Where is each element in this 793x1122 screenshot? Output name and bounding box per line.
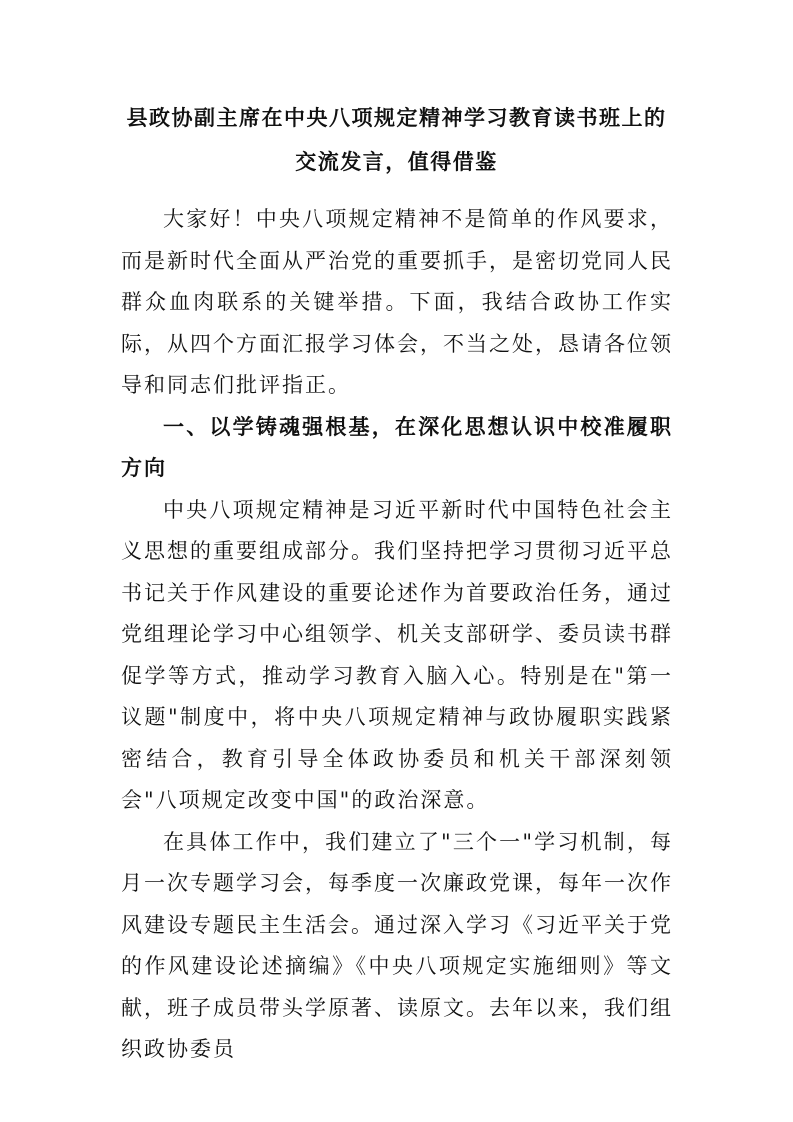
title-line-1: 县政协副主席在中央八项规定精神学习教育读书班上的 bbox=[126, 106, 667, 130]
document-title bbox=[100, 96, 693, 184]
paragraph-section-1-a: 中央八项规定精神是习近平新时代中国特色社会主义思想的重要组成部分。我们坚持把学习贯彻习近平总书记关于作风建设的重要论述作为首要政治任务，通过党组理论学习中心组领学、机关支部研学、委员读书群促学等方式，推动学习教育入脑入心。特别是在"第一议题"制度中，将中央八项规定精神与政协履职实践紧密结合，教育引导全体政协委员和机关干部深刻领会"八项规定改变中国"的政治深意。 bbox=[121, 497, 673, 812]
document-body bbox=[121, 199, 673, 1071]
paragraph-section-1-b: 在具体工作中，我们建立了"三个一"学习机制，每月一次专题学习会，每季度一次廉政党课，每年一次作风建设专题民主生活会。通过深入学习《习近平关于党的作风建设论述摘编》《中央八项规定实施细则》等文献，班子成员带头学原著、读原文。去年以来，我们组织政协委员 bbox=[121, 829, 673, 1061]
title-line-2: 交流发言，值得借鉴 bbox=[295, 150, 498, 174]
section-heading-1: 一、以学铸魂强根基，在深化思想认识中校准履职方向 bbox=[121, 414, 673, 480]
paragraph-greeting: 大家好！中央八项规定精神不是简单的作风要求，而是新时代全面从严治党的重要抓手，是密切党同人民群众血肉联系的关键举措。下面，我结合政协工作实际，从四个方面汇报学习体会，不当之处，恳请各位领导和同志们批评指正。 bbox=[121, 207, 673, 397]
